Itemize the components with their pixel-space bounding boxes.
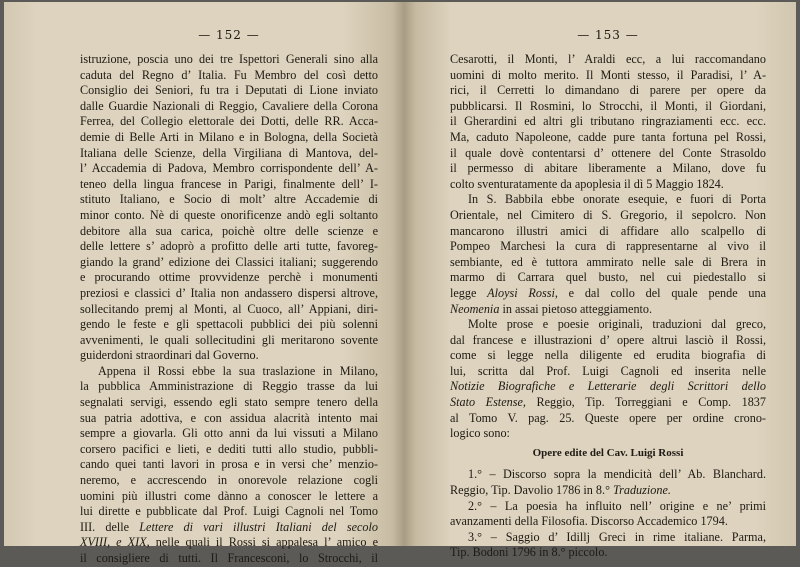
text-run: Reggio, Tip. Torreggiani e Comp. 1837 [525,395,766,410]
text-line: uomini di molto merito. Il Monti stesso, il Paradisi, l’ A- [450,67,766,82]
text-line: il consigliere di tutti. Il Francesconi, lo Strocchi, il [80,551,378,565]
text-line: avvenimenti, le quali sollecitudini gli meritarono sovente [80,332,378,347]
text-line: come si legge nella diligente ed erudita biografia di [450,348,766,363]
italic-aloysi: Aloysi Rossi [487,285,555,300]
text-line: colto sventuratamente da apoplesia il dì 5 Maggio 1824. [450,176,724,191]
text-line-mixed [450,483,766,499]
text-line: stituto Italiano, e Socio di molt’ altre Accademie di [80,192,378,207]
text-line: preziosi e classici d’ Italia non andassero dispersi altrove, [80,285,378,300]
text-line: logico sono: [450,426,510,441]
right-page [404,2,796,560]
italic-centuries: XVIII, e XIX, [80,535,150,550]
text-line: caduta del Regno d’ Italia. Fu Membro del così detto [80,67,378,82]
text-line: Pompeo Marchesi la cura di rappresentarne al vivo il [450,239,766,254]
text-line: minor conto. Nè di queste onorificenze andò egli soltanto [80,207,378,222]
text-line: dalle Guardie Nazionali di Reggio, Cavaliere della Corona [80,98,378,113]
text-line-mixed [80,520,378,536]
text-line: In S. Babbila ebbe onorate esequie, e fuori di Porta [468,192,766,207]
text-line-mixed [450,302,766,318]
italic-stato: Stato Estense, [450,395,526,410]
text-line: Italiana delle Scienze, della Virgiliana di Mantova, del- [80,145,378,160]
text-line: delle lettere s’ adoprò a profitto delle arti tutte, favoreg- [80,239,378,254]
left-page [4,2,404,565]
italic-neomenia: Neomenia [450,301,500,316]
text-line: e procurando ottime provvidenze perchè i monumenti [80,270,378,285]
text-line: sua patria adottiva, e con assidua alacrità intento mai [80,410,378,425]
text-line: dal francese e illustrazioni d’ opere altrui lasciò il Rossi, [450,332,766,347]
text-run: in assai pietoso atteggiamento. [499,301,653,316]
text-line-mixed [450,286,766,302]
text-line: lui dirette e pubblicate dal Prof. Luigi Cagnoli nel Tomo [80,504,378,519]
text-run: , e dal collo del quale pende una [554,285,766,300]
italic-title: Lettere di vari illustri Italiani del secolo [139,519,378,534]
page-number-left: — 152 — [198,28,260,42]
text-line-mixed [80,535,378,551]
text-line: il Gherardini ed altri gli tributano ringraziamenti ecc. ecc. [450,114,766,129]
page-number-right: — 153 — [577,28,639,42]
text-line: Ferrea, del Collegio elettorale dei Dotti, delle RR. Acca- [80,114,378,129]
text-run: III. delle [80,519,140,534]
text-line: Molte prose e poesie originali, traduzioni dal greco, [468,317,766,332]
text-line: il permesso di abitare liberamente a Milano, dove fu [450,161,766,176]
text-line-mixed [450,395,766,411]
text-line: istruzione, poscia uno dei tre Ispettori Generali sino alla [80,52,378,66]
text-line: cando quei tanti lavori in prosa e in versi che’ menzio- [80,457,378,472]
text-line: gendo le feste e gli spettacoli pubblici dei più solenni [80,317,378,332]
text-line: debitore alla sua carica, poichè oltre delle scienze e [80,223,378,238]
text-line: rici, il Cerretti lo dimandano di parere per opere da [450,83,766,98]
text-line: teneo della lingua francese in Parigi, finalmente dell’ I- [80,176,378,191]
text-line: sempre a giovarla. Gli otto anni da lui vissuti a Milano [80,426,378,441]
text-line: marmo di Carrara quel busto, nel cui piedestallo si [450,270,766,285]
text-line: 3.° – Saggio d’ Idillj Greci in rime italiane. Parma, [468,529,766,544]
text-run: Reggio, Tip. Davolio 1786 in 8.° [450,483,613,498]
text-line: al Tomo V. pag. 25. Queste opere per ordine crono- [450,410,766,425]
text-line: lui, scritta dal Prof. Luigi Cagnoli ed inserita nelle [450,363,766,378]
text-line: neremo, e accrescendo in onorevole relazione cogli [80,473,378,488]
text-line: giando la grand’ edizione dei Classici italiani; suggerendo [80,254,378,269]
italic-traduzione: Traduzione. [613,483,671,498]
text-line: Appena il Rossi ebbe la sua traslazione in Milano, [98,363,378,378]
text-line: uomini più illustri come dànno a conoscer le lettere a [80,488,378,503]
text-line: sembiante, ed è tuttora ammirato nelle sale di Brera in [450,254,766,269]
book-spread [4,2,796,565]
text-line: avanzamenti della Filosofia. Discorso Accademico 1794. [450,514,728,529]
text-line: mancarono illustri amici di affidare allo scalpello di [450,223,766,238]
left-page-text [80,52,378,567]
text-line: demie di Belle Arti in Milano e in Bologna, della Società [80,129,378,144]
text-line: il quale dovè contentarsi d’ ottenere del Conte Strasoldo [450,145,766,160]
text-line: sollecitando premj al Monti, al Cuoco, all’ Appiani, diri- [80,301,378,316]
text-run: nelle quali il Rossi si appalesa l’ amico e [149,535,378,550]
text-line: Tip. Bodoni 1796 in 8.° piccolo. [450,545,608,560]
text-line: 2.° – La poesia ha influito nell’ origine e ne’ primi [468,498,766,513]
text-line: Consiglio dei Seniori, fu tra i Deputati di Lione inviato [80,83,378,98]
text-run: legge [450,285,488,300]
text-line: Orientale, nel Cimitero di S. Gregorio, il sepolcro. Non [450,207,766,222]
text-line: Ma, caduto Napoleone, cadde pure tanta fortuna pel Rossi, [450,129,766,144]
text-line: la pubblica Amministrazione di Reggio trasse da lui [80,379,378,394]
text-line: corsero pacifici e lieti, e dediti tutti allo studio, pubbli- [80,441,378,456]
text-line: pubblicarsi. Il Rosmini, lo Strocchi, il Monti, il Giordani, [450,98,766,113]
italic-notizie: Notizie Biografiche e Letterarie degli Scrittori dello [450,379,766,394]
text-line-italic [450,379,766,395]
text-line: guiderdoni straordinari dal Governo. [80,348,259,363]
right-page-text [450,52,766,561]
text-line: segnalati servigi, essendo egli stato sempre tenero della [80,395,378,410]
text-line: Cesarotti, il Monti, l’ Araldi ecc, a lui raccomandano [450,52,766,66]
text-line: l’ Accademia di Padova, Membro corrispondente dell’ A- [80,161,378,176]
section-heading: Opere edite del Cav. Luigi Rossi [532,446,684,459]
text-line: 1.° – Discorso sopra la mendicità dell’ Ab. Blanchard. [468,467,766,482]
